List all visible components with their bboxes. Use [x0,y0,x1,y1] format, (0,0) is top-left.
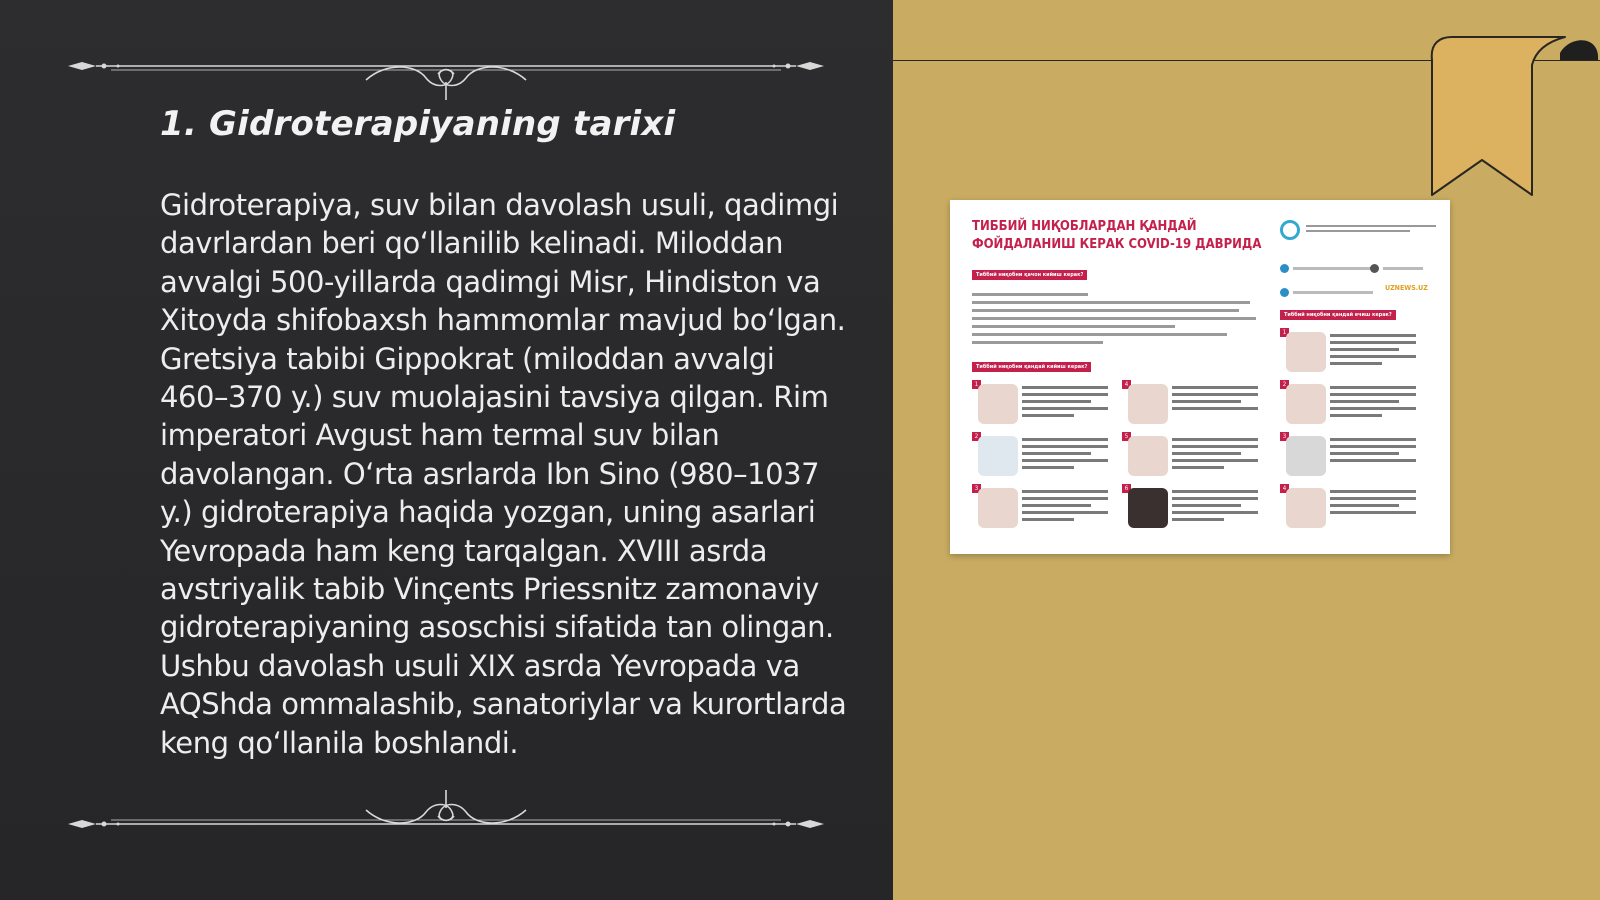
poster-step: 3 [972,484,1112,532]
poster-step: 4 [1122,380,1262,428]
poster-step: 3 [1280,432,1420,480]
poster-tag-when: Тиббий ниқобни қачон кийиш керак? [972,270,1087,280]
poster-title: ТИББИЙ НИҚОБЛАРДАН ҚАНДАЙ ФОЙДАЛАНИШ КЕРАК COVID-19 ДАВРИДА [972,219,1262,252]
bottom-scroll-ornament-icon [66,775,826,835]
poster-step: 6 [1122,484,1262,532]
poster-step: 2 [972,432,1112,480]
top-scroll-ornament-icon [66,52,826,112]
globe-icon [1370,264,1379,273]
telegram-icon [1280,288,1289,297]
poster-org-text [1306,222,1436,235]
slide-title: 1. Gidroterapiyaning tarixi [160,104,676,144]
slide-body-text: Gidroterapiya, suv bilan davolash usuli, qadimgi davrlardan beri qo‘llanilib kelinadi. Miloddan avvalgi 500-yillarda qadimgi Misr, Hindiston va Xitoyda shifobaxsh hammomlar mavjud bo‘lgan. Gretsiya tabibi Gippokrat (miloddan avvalgi 460–370 y.) suv muolajasini tavsiya qilgan. Rim imperatori Avgust ham termal suv bilan davolangan. O‘rta asrlarda Ibn Sino (980–1037 y.) gidroterapiya haqida yozgan, uning asarlari Yevropada ham keng tarqalgan. XVIII asrda avstriyalik tabib Vinçents Priessnitz zamonaviy gidroterapiyaning asoschisi sifatida tan olingan. Ushbu davolash usuli XIX asrda Yevropada va AQShda ommalashib, sanatoriylar va kurortlarda keng qo‘llanila boshlandi. [160,188,847,760]
poster-tag-how-remove: Тиббий ниқобни қандай ечиш керак? [1280,310,1396,320]
poster-step: 2 [1280,380,1420,428]
telegram-contact [1280,258,1373,268]
poster-tag-how-wear: Тиббий ниқобни қандай кийиш керак? [972,362,1091,372]
poster-step: 5 [1122,432,1262,480]
ministry-logo-icon [1280,220,1300,240]
telegram-icon [1280,264,1289,273]
poster-text-lines [972,288,1262,349]
bookmark-ribbon-icon [1430,35,1600,200]
poster-step: 4 [1280,484,1420,532]
poster-brand: UZNEWS.UZ [1385,284,1428,292]
poster-step: 1 [972,380,1112,428]
poster-step: 1 [1280,328,1420,376]
web-contact [1370,258,1423,268]
covid-mask-infographic [950,200,1450,554]
second-telegram-contact [1280,282,1373,292]
